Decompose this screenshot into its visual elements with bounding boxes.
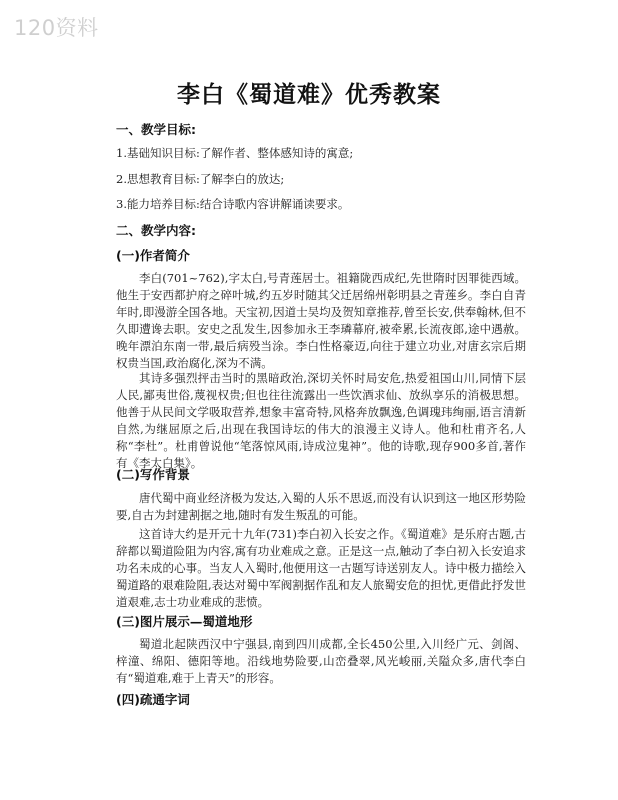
paragraph-terrain: 蜀道北起陕西汉中宁强县,南到四川成都,全长450公里,入川经广元、剑阁、梓潼、绵阳、德阳等地。沿线地势险要,山峦叠翠,风光峻丽,关隘众多,唐代李白有“蜀道难,难于上青天”的形容。	[116, 637, 526, 685]
watermark-logo: 120资料	[14, 16, 99, 40]
document-title: 李白《蜀道难》优秀教案	[177, 82, 441, 108]
subheading-vocabulary: (四)疏通字词	[116, 692, 190, 707]
goal-item: 2.思想教育目标:了解李白的放达;	[116, 172, 285, 186]
paragraph-author-style: 其诗多强烈抨击当时的黑暗政治,深切关怀时局安危,热爱祖国山川,同情下层人民,鄙夷世俗,蔑视权贵;但也往往流露出一些饮酒求仙、放纵享乐的消极思想。他善于从民间文学吸取营养,想象丰富奇特,风格奔放飘逸,色调瑰玮绚丽,语言清新自然,为继屈原之后,出现在我国诗坛的伟大的浪漫主义诗人。他和杜甫齐名,人称“李杜”。杜甫曾说他“笔落惊风雨,诗成泣鬼神”。他的诗歌,现存900多首,著作有《李太白集》。	[116, 371, 526, 470]
paragraph-background-2: 这首诗大约是开元十九年(731)李白初入长安之作。《蜀道难》是乐府古题,古辞都以蜀道险阻为内容,寓有功业难成之意。正是这一点,触动了李白初入长安追求功名未成的心事。当友人入蜀时,他便用这一古题写诗送别友人。诗中极力描绘入蜀道路的艰难险阻,表达对蜀中军阀割据作乱和友人旅蜀安危的担忧,更借此抒发世道艰难,志士功业难成的悲愤。	[116, 527, 526, 609]
paragraph-background-1: 唐代蜀中商业经济极为发达,入蜀的人乐不思返,而没有认识到这一地区形势险要,自古为封建割据之地,随时有发生叛乱的可能。	[116, 491, 526, 522]
goal-item: 3.能力培养目标:结合诗歌内容讲解诵读要求。	[116, 197, 350, 211]
subheading-author: (一)作者简介	[116, 248, 190, 263]
section-heading-content: 二、教学内容:	[116, 223, 196, 238]
section-heading-goals: 一、教学目标:	[116, 122, 196, 137]
subheading-background: (二)写作背景	[116, 467, 190, 482]
paragraph-author-bio: 李白(701~762),字太白,号青莲居士。祖籍陇西成纪,先世隋时因罪徙西域。他生于安西都护府之碎叶城,约五岁时随其父迁居绵州彰明县之青莲乡。李白自青年时,即漫游全国各地。天宝初,因道士吴均及贺知章推荐,曾至长安,供奉翰林,但不久即遭谗去职。安史之乱发生,因参加永王李璘幕府,被牵累,长流夜郎,途中遇赦。晚年漂泊东南一带,最后病殁当涂。李白性格豪迈,向往于建立功业,对唐玄宗后期权贵当国,政治腐化,深为不满。	[116, 271, 526, 370]
subheading-terrain: (三)图片展示—蜀道地形	[116, 614, 253, 629]
goal-item: 1.基础知识目标:了解作者、整体感知诗的寓意;	[116, 146, 354, 160]
